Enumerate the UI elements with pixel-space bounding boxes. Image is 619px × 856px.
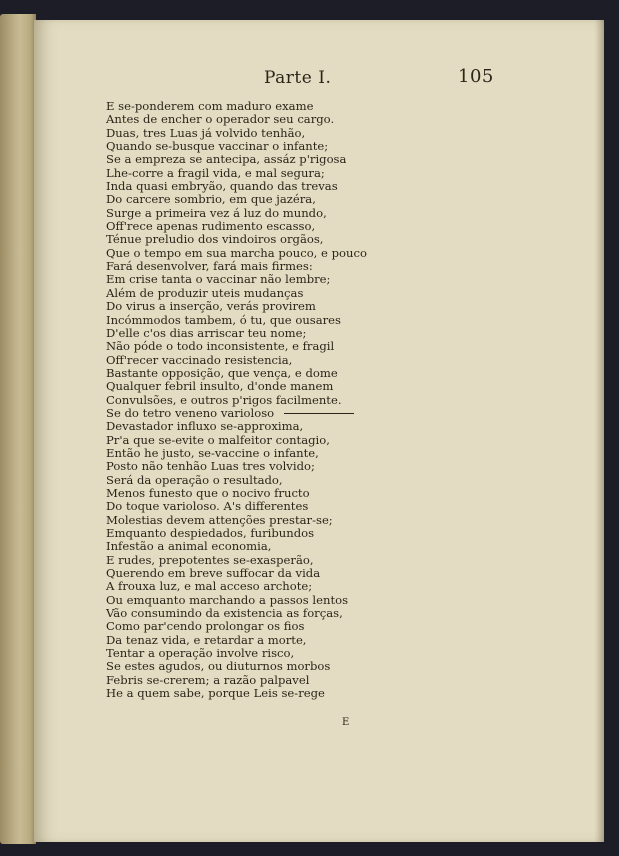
verse-line: Do carcere sombrio, em que jazéra,: [106, 192, 316, 207]
verse-line: Vão consumindo da existencia as forças,: [106, 606, 343, 621]
book-page: [34, 20, 604, 842]
verse-line: Do virus a inserção, verás provirem: [106, 299, 316, 314]
verse-line: He a quem sabe, porque Leis se-rege: [106, 686, 325, 701]
catchword: E: [342, 717, 350, 728]
verse-line: Em crise tanta o vaccinar não lembre;: [106, 272, 331, 287]
verse-line: Surge a primeira vez á luz do mundo,: [106, 205, 327, 220]
verse-line: Qualquer febril insulto, d'onde manem: [106, 379, 334, 394]
verse-line: Se a empreza se antecipa, assáz p'rigosa: [106, 152, 347, 167]
verse-line: Emquanto despiedados, furibundos: [106, 526, 315, 540]
verse-line: Além de produzir uteis mudanças: [106, 285, 304, 300]
verse-line: E se-ponderem com maduro exame: [106, 99, 314, 113]
verse-line: Ténue preludio dos vindoiros orgãos,: [106, 232, 324, 247]
verse-line: Se estes agudos, ou diuturnos morbos: [106, 659, 331, 674]
page-number: 105: [458, 66, 494, 87]
verse-line: Posto não tenhão Luas tres volvido;: [106, 459, 315, 474]
verse-line: Querendo em breve suffocar da vida: [106, 566, 321, 581]
section-rule: [284, 413, 354, 414]
verse-line: Bastante opposição, que vença, e dome: [106, 365, 338, 380]
verse-line-with-rule: [106, 407, 506, 420]
verse-line: Fará desenvolver, fará mais firmes:: [106, 259, 313, 274]
verse-line: Pr'a que se-evite o malfeitor contagio,: [106, 432, 330, 447]
verse-line: Não póde o todo inconsistente, e fragil: [106, 339, 335, 354]
book-spine: [0, 14, 36, 844]
verse-line: Do toque varioloso. A's differentes: [106, 499, 309, 514]
verse-line: Inda quasi embryão, quando das trevas: [106, 179, 338, 194]
verse-line: Menos funesto que o nocivo fructo: [106, 485, 310, 500]
verse-line: Será da operação o resultado,: [106, 472, 283, 487]
verse-line: Como par'cendo prolongar os fios: [106, 619, 305, 634]
verse-block: [106, 100, 506, 700]
page-edge-shadow: [594, 20, 604, 842]
verse-line: Da tenaz vida, e retardar a morte,: [106, 632, 307, 647]
verse-line: Devastador influxo se-approxima,: [106, 419, 304, 434]
verse-line: Duas, tres Luas já volvido tenhão,: [106, 125, 306, 140]
verse-line: Antes de encher o operador seu cargo.: [106, 112, 335, 127]
verse-line: Ou emquanto marchando a passos lentos: [106, 592, 349, 607]
running-head: Parte I.: [264, 68, 332, 88]
verse-line: Tentar a operação involve risco,: [106, 646, 295, 661]
verse-line: Molestias devem attenções prestar-se;: [106, 512, 333, 527]
verse-line: Infestão a animal economia,: [106, 539, 272, 554]
verse-line: Febris se-crerem; a razão palpavel: [106, 672, 310, 687]
verse-line: Convulsões, e outros p'rigos facilmente.: [106, 392, 342, 407]
verse-line: E rudes, prepotentes se-exasperão,: [106, 552, 314, 567]
verse-line: Lhe-corre a fragil vida, e mal segura;: [106, 165, 325, 180]
verse-line: A frouxa luz, e mal acceso archote;: [106, 579, 313, 594]
verse-line: Off'recer vaccinado resistencia,: [106, 352, 293, 367]
verse-line: Quando se-busque vaccinar o infante;: [106, 139, 329, 154]
verse-line-text: Se do tetro veneno varioloso: [106, 405, 275, 420]
verse-line: D'elle c'os dias arriscar teu nome;: [106, 325, 307, 340]
verse-line: Então he justo, se-vaccine o infante,: [106, 445, 319, 460]
verse-line: Que o tempo em sua marcha pouco, e pouco: [106, 245, 367, 260]
verse-line: Incómmodos tambem, ó tu, que ousares: [106, 312, 341, 327]
verse-line: Off'rece apenas rudimento escasso,: [106, 219, 316, 234]
